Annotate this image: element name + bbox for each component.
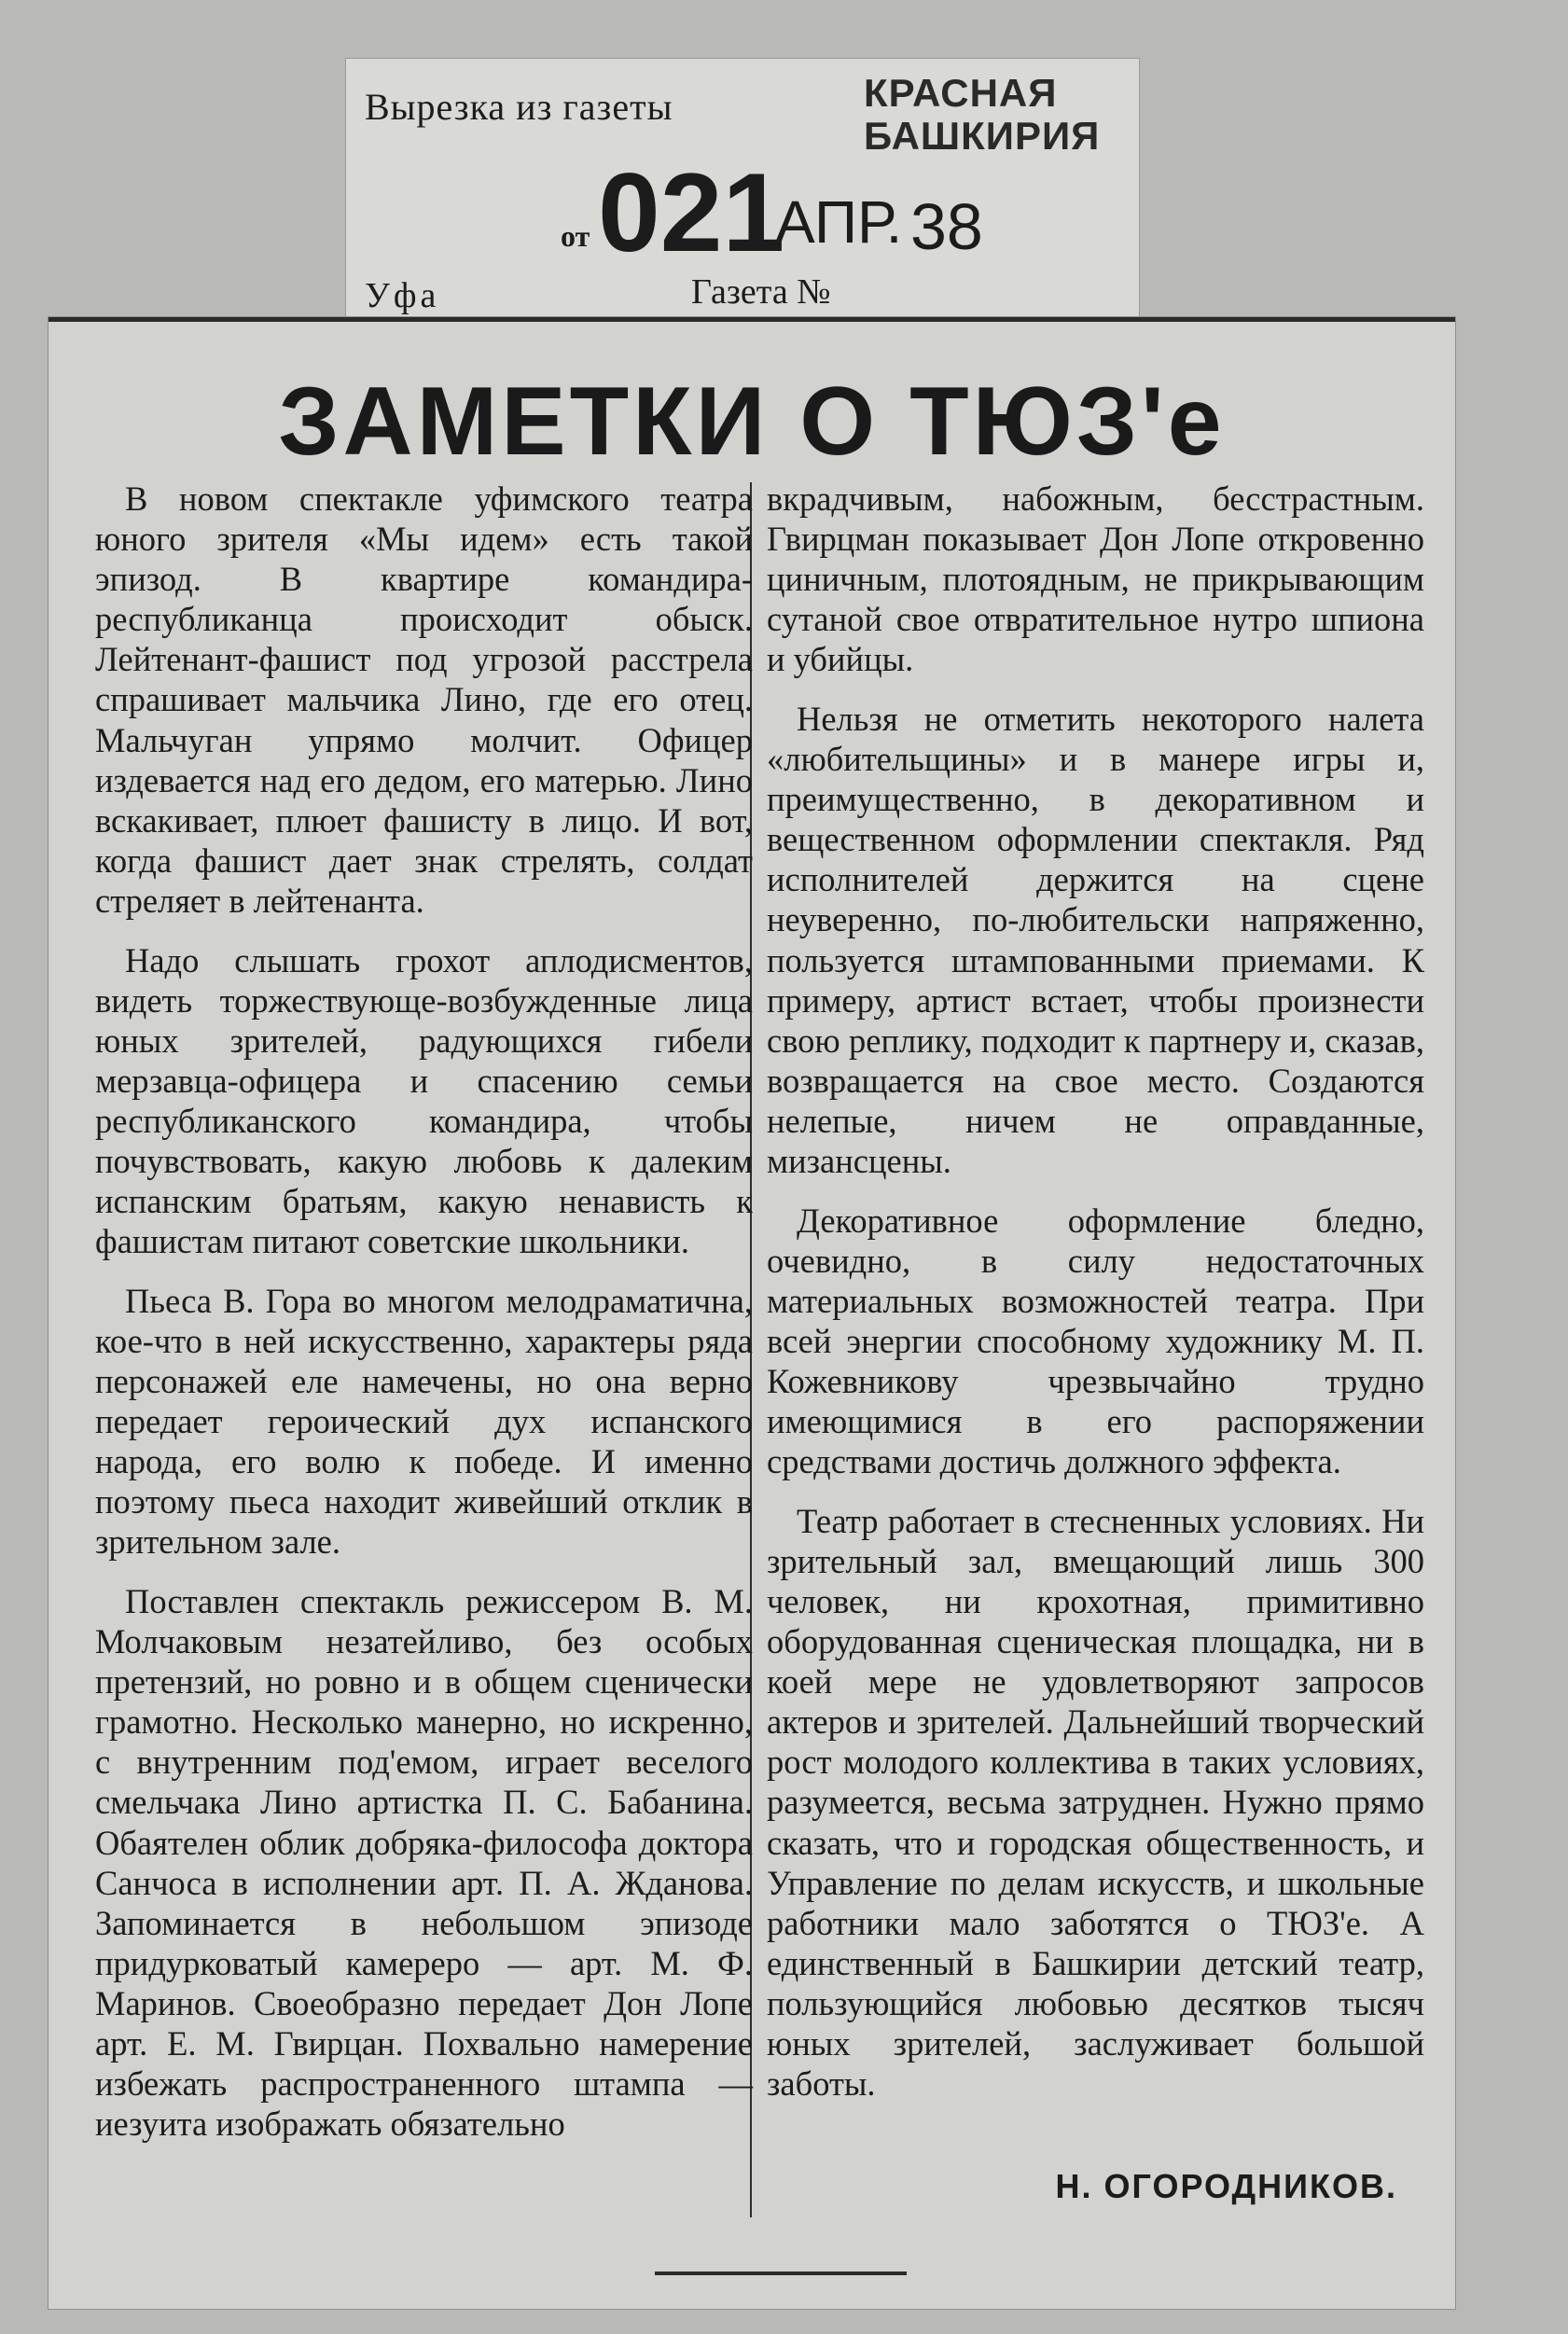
author-signature: Н. ОГОРОДНИКОВ.: [1055, 2167, 1397, 2205]
date-prefix: от: [561, 219, 590, 253]
paragraph: Пьеса В. Гора во многом мелодраматична, кое-что в ней искусственно, характеры ряда персонажей еле намечены, но она верно передает героический дух испанского народа, его волю к победе. И именно поэтому пьеса находит живейший отклик в зрительном зале.: [95, 1281, 753, 1562]
date-month: АПР.: [775, 188, 903, 256]
date-year: 38: [910, 190, 983, 263]
end-rule: [655, 2271, 907, 2275]
clipping-source-text: Вырезка из газеты: [365, 86, 673, 128]
paragraph: Декоративное оформление бледно, очевидно, в силу недостаточных материальных возможностей театра. При всей энергии способному художнику М. П. Кожевникову чрезвычайно трудно имеющимися в его распоряжении средствами достичь должного эффекта.: [767, 1201, 1424, 1481]
article-left-column: [95, 479, 753, 2163]
date-day: 021: [598, 150, 785, 275]
article-right-column: [767, 479, 1424, 2123]
newspaper-name-stamp: [864, 72, 1100, 158]
city-label: Уфа: [365, 276, 440, 315]
paragraph: Поставлен спектакль режиссером В. М. Молчаковым незатейливо, без особых претензий, но ровно и в общем сценически грамотно. Несколько манерно, но искренно, с внутренним под'емом, играет веселого смельчака Лино артистка П. С. Бабанина. Обаятелен облик добряка-философа доктора Санчоса в исполнении арт. П. А. Жданова. Запоминается в небольшом эпизоде придурковатый камереро — арт. М. Ф. Маринов. Своеобразно передает Дон Лопе арт. Е. М. Гвирцан. Похвально намерение избежать распространенного штампа — иезуита изображать обязательно: [95, 1581, 753, 2144]
paragraph: Надо слышать грохот аплодисментов, видеть торжествующе-возбужденные лица юных зрителей, радующихся гибели мерзавца-офицера и спасению семьи республиканского командира, чтобы почувствовать, какую любовь к далеким испанским братьям, какую ненависть к фашистам питают советские школьники.: [95, 940, 753, 1261]
paragraph: В новом спектакле уфимского театра юного зрителя «Мы идем» есть такой эпизод. В квартире командира-республиканца происходит обыск. Лейтенант-фашист под угрозой расстрела спрашивает мальчика Лино, где его отец. Мальчуган упрямо молчит. Офицер издевается над его дедом, его матерью. Лино вскакивает, плюет фашисту в лицо. И вот, когда фашист дает знак стрелять, солдат стреляет в лейтенанта.: [95, 479, 753, 920]
paper-number-label: Газета №: [691, 272, 831, 312]
paragraph: Нельзя не отметить некоторого налета «любительщины» и в манере игры и, преимущественно, в декоративном и вещественном оформлении спектакля. Ряд исполнителей держится на сцене неуверенно, по-любительски напряженно, пользуется штампованными приемами. К примеру, артист встает, чтобы произнести свою реплику, подходит к партнеру и, сказав, возвращается на свое место. Создаются нелепые, ничем не оправданные, мизансцены.: [767, 699, 1424, 1180]
paragraph: Театр работает в стесненных условиях. Ни зрительный зал, вмещающий лишь 300 человек, ни крохотная, примитивно оборудованная сценическая площадка, ни в коей мере не удовлетворяют запросов актеров и зрителей. Дальнейший творческий рост молодого коллектива в таких условиях, разумеется, весьма затруднен. Нужно прямо сказать, что и городская общественность, и Управление по делам искусств, и школьные работники мало заботятся о ТЮЗ'е. А единственный в Башкирии детский театр, пользующийся любовью десятков тысяч юных зрителей, заслуживает большой заботы.: [767, 1501, 1424, 2104]
newspaper-clipping: [49, 317, 1455, 2309]
stamp-line-2: БАШКИРИЯ: [864, 114, 1101, 158]
article-headline: ЗАМЕТКИ О ТЮЗ'е: [278, 368, 1226, 476]
clipping-label: [345, 58, 1140, 326]
stamp-line-1: КРАСНАЯ: [864, 71, 1058, 115]
paragraph: вкрадчивым, набожным, бесстрастным. Гвирцман показывает Дон Лопе откровенно циничным, плотоядным, не прикрывающим сутаной свое отвратительное нутро шпиона и убийцы.: [767, 479, 1424, 679]
